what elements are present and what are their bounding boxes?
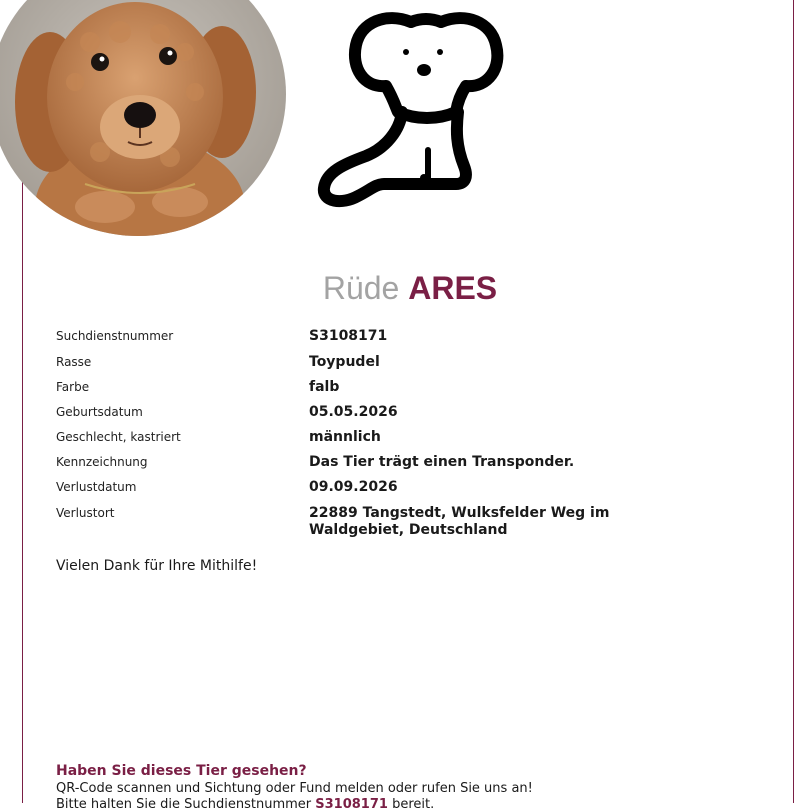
detail-label: Geschlecht, kastriert [56, 430, 181, 444]
detail-value: falb [309, 379, 340, 395]
detail-value: 05.05.2026 [309, 404, 398, 420]
detail-label: Suchdienstnummer [56, 329, 174, 343]
thanks-text: Vielen Dank für Ihre Mithilfe! [56, 558, 258, 574]
detail-label: Rasse [56, 355, 92, 369]
detail-value: Toypudel [309, 354, 380, 370]
page-title [0, 266, 803, 310]
footer-heading: Haben Sie dieses Tier gesehen? [56, 763, 307, 779]
detail-label: Verlustdatum [56, 480, 137, 494]
detail-label: Geburtsdatum [56, 405, 143, 419]
detail-label: Kennzeichnung [56, 455, 148, 469]
footer-line: QR-Code scannen und Sichtung oder Fund melden oder rufen Sie uns an! [56, 781, 533, 796]
dog-outline-icon [306, 0, 516, 212]
detail-value: Das Tier trägt einen Transponder. [309, 454, 575, 470]
detail-label: Verlustort [56, 506, 115, 520]
puppy-photo [0, 0, 286, 236]
detail-value: 22889 Tangstedt, Wulksfelder Weg im Waldgebiet, Deutschland [309, 505, 610, 538]
title-prefix: Rüde [322, 270, 400, 306]
detail-value: 09.09.2026 [309, 479, 398, 495]
footer-search-number: S3108171 [315, 797, 388, 812]
detail-value: S3108171 [309, 328, 388, 344]
frame-line-left [22, 160, 23, 803]
footer-line2-suffix: bereit. [392, 797, 435, 812]
footer-line-number [56, 797, 434, 812]
footer-line2-prefix: Bitte halten Sie die Suchdienstnummer [56, 797, 312, 812]
title-name: ARES [408, 270, 498, 306]
detail-value: männlich [309, 429, 381, 445]
detail-label: Farbe [56, 380, 90, 394]
frame-line-right [793, 0, 794, 803]
